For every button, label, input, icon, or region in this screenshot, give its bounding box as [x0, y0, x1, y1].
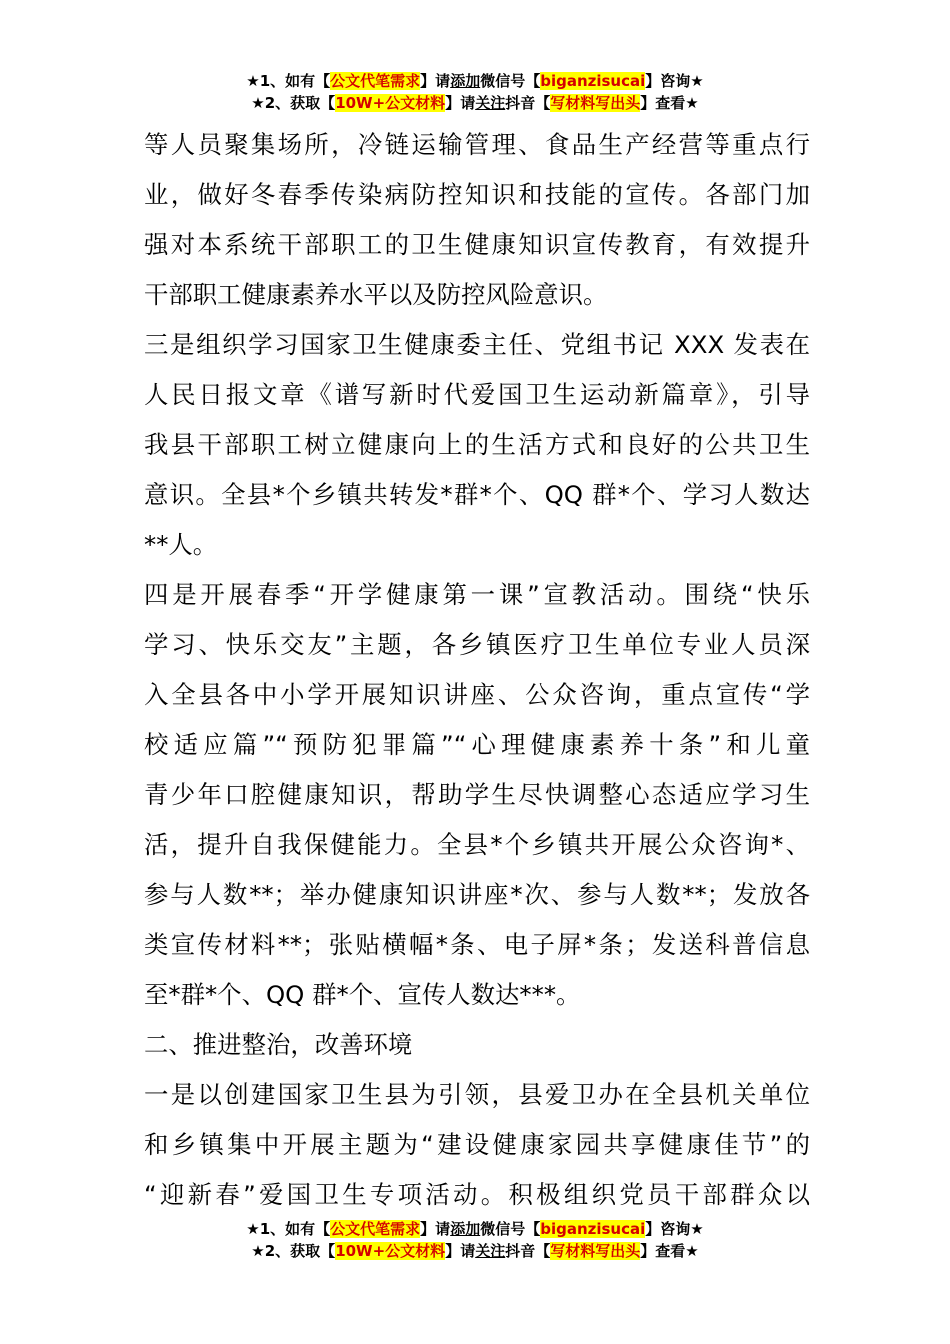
banner-highlight: 公文代笔需求: [330, 72, 421, 90]
text-line: 一是以创建国家卫生县为引领，县爱卫办在全县机关单位: [144, 1080, 810, 1109]
text-line: 业，做好冬春季传染病防控知识和技能的宣传。各部门加: [144, 180, 810, 209]
text-line: 人民日报文章《谱写新时代爱国卫生运动新篇章》，引导: [144, 380, 810, 409]
text-line: 我县干部职工树立健康向上的生活方式和良好的公共卫生: [144, 430, 810, 459]
banner-highlight: 10W+公文材料: [335, 94, 446, 112]
text-line: 活，提升自我保健能力。全县*个乡镇共开展公众咨询*、: [144, 830, 810, 859]
text-line: 意识。全县*个乡镇共转发*群*个、QQ 群*个、学习人数达: [144, 480, 810, 509]
text-line: 类宣传材料**；张贴横幅*条、电子屏*条；发送科普信息: [144, 930, 810, 959]
banner-line-2: ★2、获取【10W+公文材料】请关注抖音【写材料写出头】查看★: [251, 1242, 699, 1260]
text-line: 三是组织学习国家卫生健康委主任、党组书记 XXX 发表在: [144, 330, 810, 359]
banner-highlight: biganzisucai: [540, 72, 646, 90]
text-line: 干部职工健康素养水平以及防控风险意识。: [144, 280, 608, 309]
header-banner: [0, 70, 950, 114]
text-line: 入全县各中小学开展知识讲座、公众咨询，重点宣传“学: [144, 680, 810, 709]
text-line: 和乡镇集中开展主题为“建设健康家园共享健康佳节”的: [144, 1130, 810, 1159]
banner-highlight: 10W+公文材料: [335, 1242, 446, 1260]
text-line: **人。: [144, 530, 218, 559]
text-line: 青少年口腔健康知识，帮助学生尽快调整心态适应学习生: [144, 780, 810, 809]
banner-line-2: ★2、获取【10W+公文材料】请关注抖音【写材料写出头】查看★: [251, 94, 699, 112]
text-line: 强对本系统干部职工的卫生健康知识宣传教育，有效提升: [144, 230, 810, 259]
text-line: 学习、快乐交友”主题，各乡镇医疗卫生单位专业人员深: [144, 630, 810, 659]
text-line: “迎新春”爱国卫生专项活动。积极组织党员干部群众以: [144, 1180, 810, 1209]
document-body: [144, 120, 810, 1220]
banner-highlight: 写材料写出头: [550, 1242, 641, 1260]
text-line: 等人员聚集场所，冷链运输管理、食品生产经营等重点行: [144, 130, 810, 159]
text-line: 四是开展春季“开学健康第一课”宣教活动。围绕“快乐: [144, 580, 810, 609]
footer-banner: [0, 1218, 950, 1262]
banner-highlight: 公文代笔需求: [330, 1220, 421, 1238]
banner-line-1: ★1、如有【公文代笔需求】请添加微信号【biganzisucai】咨询★: [246, 1220, 704, 1238]
banner-highlight: 写材料写出头: [550, 94, 641, 112]
banner-highlight: biganzisucai: [540, 1220, 646, 1238]
text-line: 参与人数**；举办健康知识讲座*次、参与人数**；发放各: [144, 880, 810, 909]
banner-line-1: ★1、如有【公文代笔需求】请添加微信号【biganzisucai】咨询★: [246, 72, 704, 90]
text-line: 至*群*个、QQ 群*个、宣传人数达***。: [144, 980, 581, 1009]
text-line: 校适应篇”“预防犯罪篇”“心理健康素养十条”和儿童: [144, 730, 810, 759]
section-heading: 二、推进整治，改善环境: [144, 1030, 413, 1059]
